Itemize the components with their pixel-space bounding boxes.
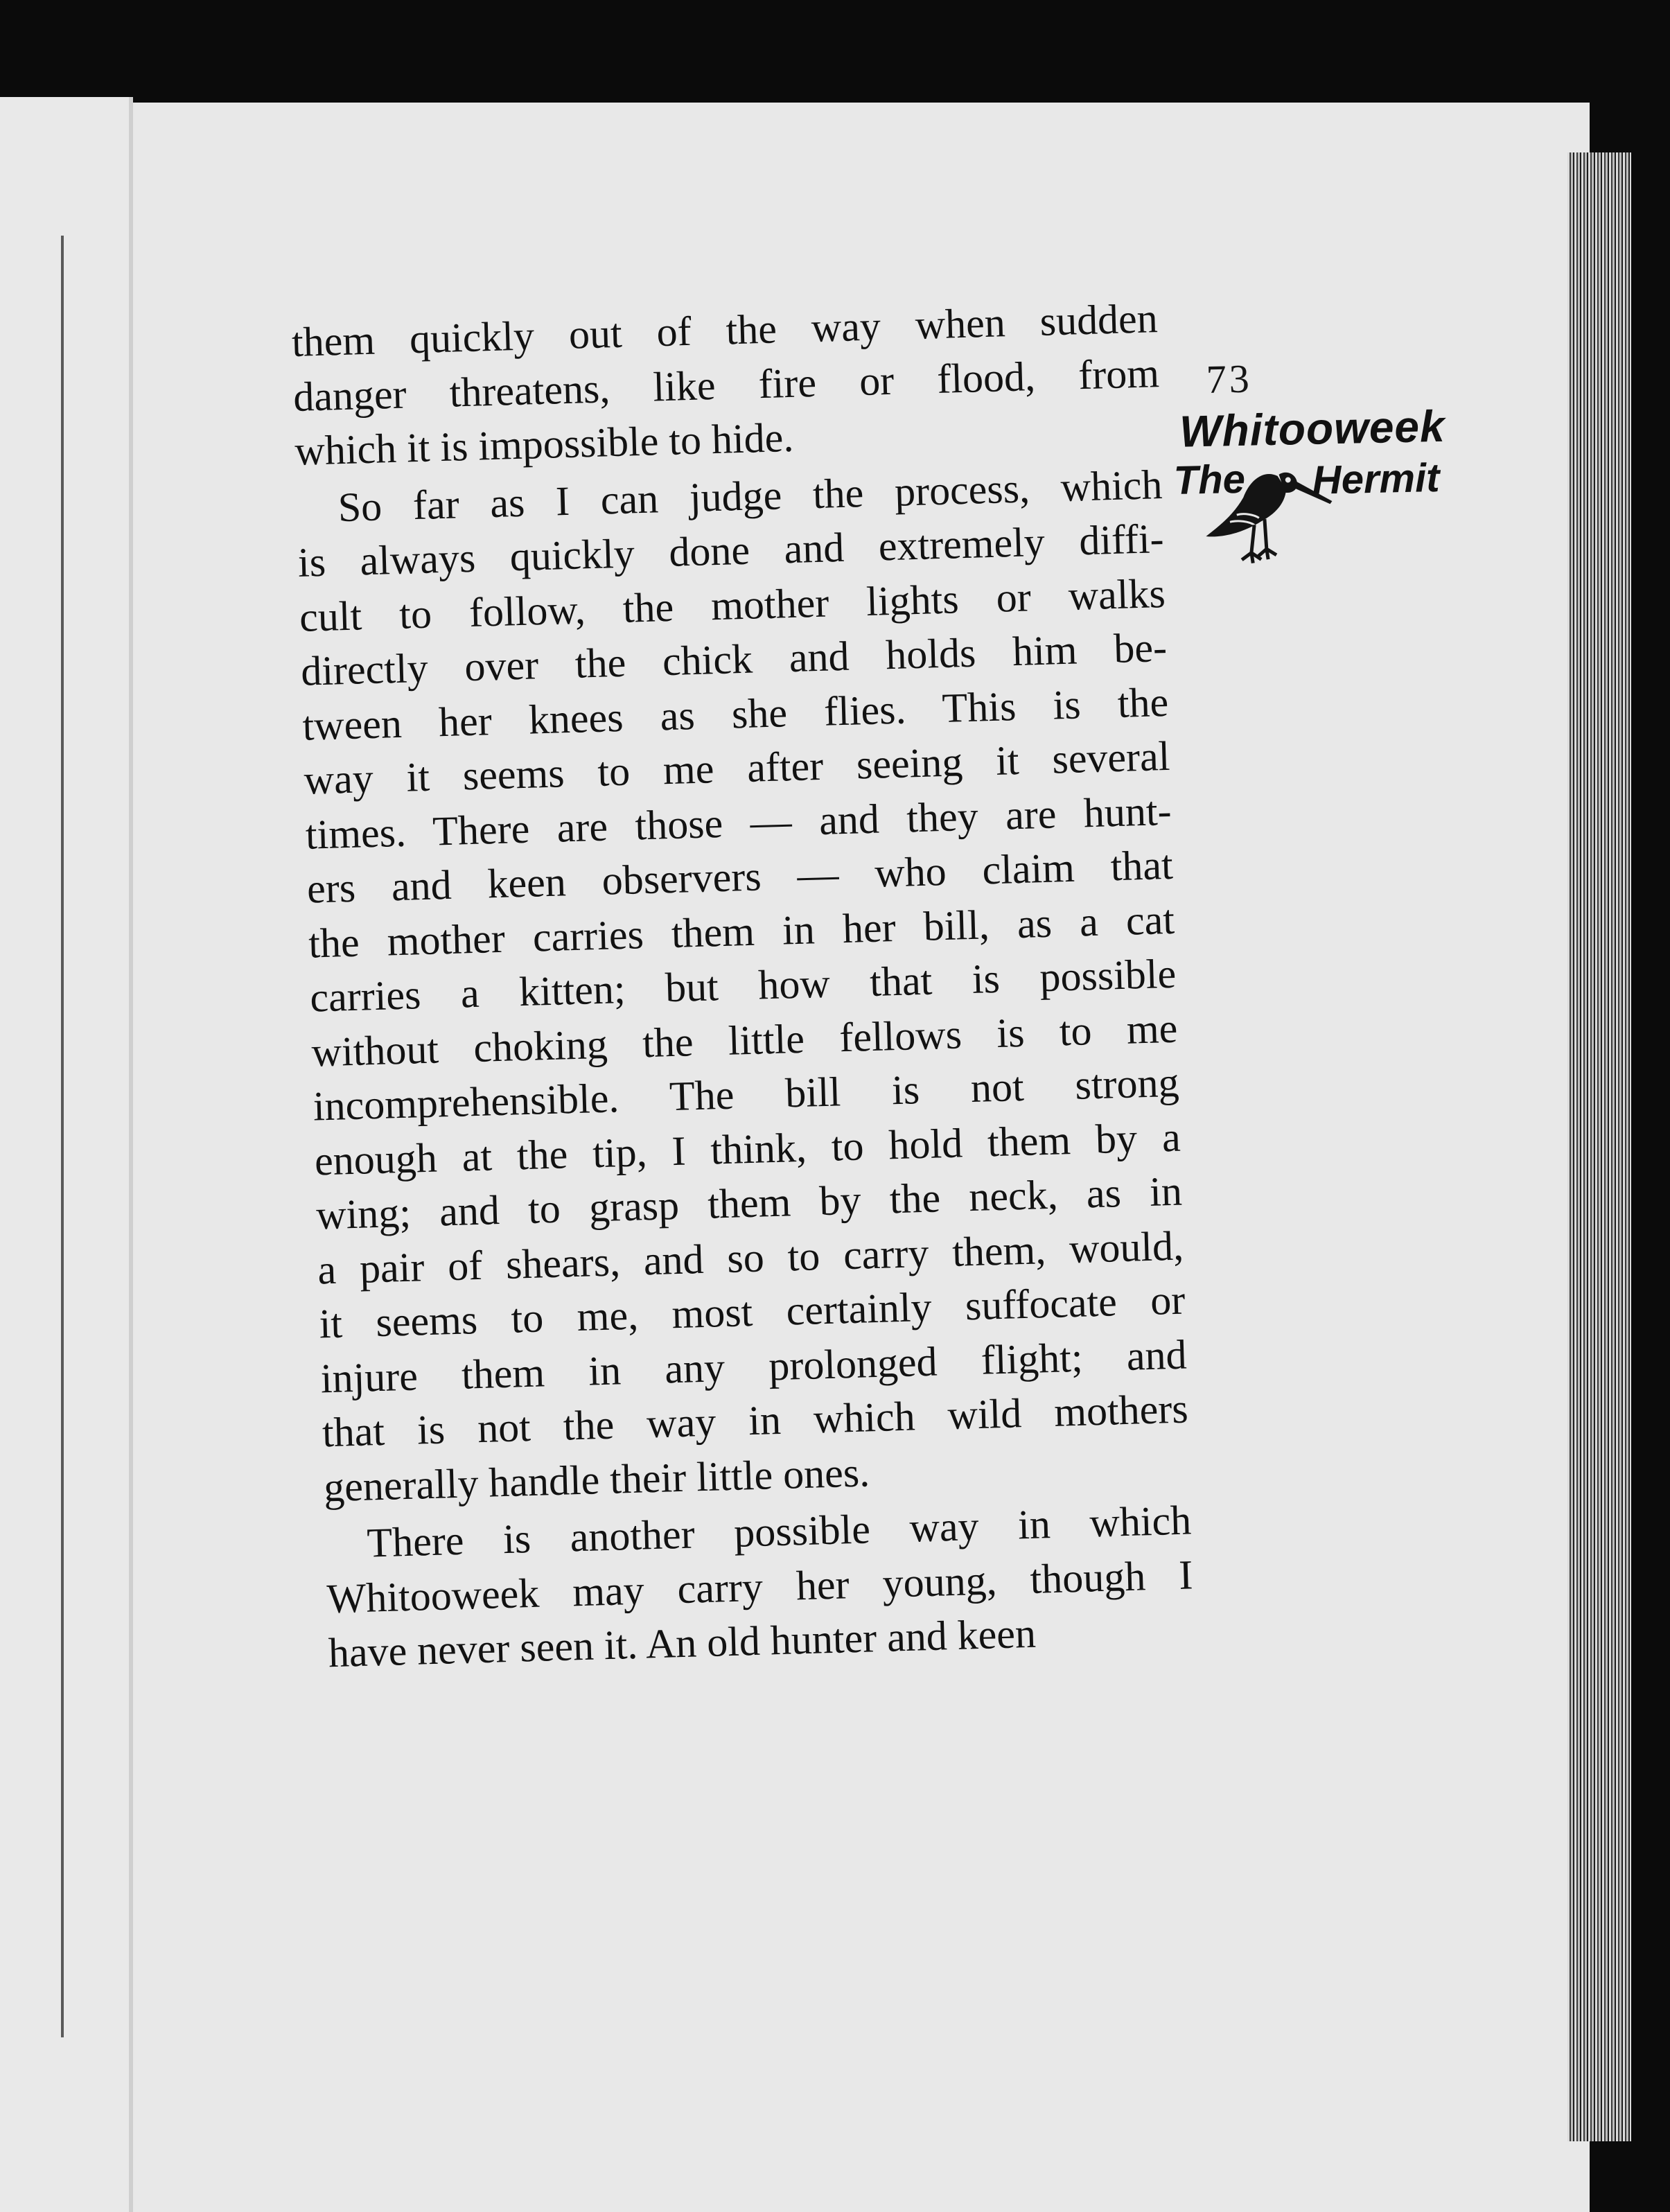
text-line: which it is impossible to hide. [294,414,795,474]
text-line: wing; and to grasp them by the neck, as in [315,1168,1183,1238]
text-line: incomprehensible. The bill is not strong [312,1059,1180,1130]
text-line: injure them in any prolonged flight; and [319,1331,1188,1401]
text-line: generally handle their little ones. [323,1448,870,1510]
text-line: a pair of shears, and so to carry them, would, [317,1222,1184,1292]
text-line: without choking the little fellows is to me [310,1005,1179,1076]
running-header [1171,351,1481,575]
text-line: way it seems to me after seeing it several [303,732,1171,803]
text-line: enough at the tip, I think, to hold them by a [314,1114,1181,1184]
text-line: have never seen it. An old hunter and keen [327,1610,1037,1676]
text-line: is always quickly done and extremely diffi- [297,515,1165,586]
text-line: tween her knees as she flies. This is the [301,678,1169,749]
header-hermit: Hermit [1312,455,1441,503]
text-line: carries a kitten; but how that is possible [309,950,1177,1021]
page-edges [1567,152,1631,2141]
text-line: directly over the chick and holds him be- [300,624,1168,694]
facing-page-shadow-line [61,236,64,2037]
text-line: Whitooweek may carry her young, though I [326,1551,1194,1622]
text-line: times. There are those — and they are hunt- [305,787,1172,858]
page-number: 73 [1206,356,1253,402]
text-line: that is not the way in which wild mothers [322,1385,1189,1456]
text-line: them quickly out of the way when sudden [291,295,1159,365]
text-line: cult to follow, the mother lights or walks [299,570,1166,640]
text-line: it seems to me, most certainly suffocate or [318,1276,1186,1347]
header-title-the-hermit [1173,451,1480,575]
header-title-whitooweek: Whitooweek [1179,401,1446,457]
text-line: the mother carries them in her bill, as a cat [308,896,1175,967]
page-body-text [291,291,1195,1680]
text-line: There is another possible way in which [366,1497,1192,1566]
text-line: So far as I can judge the process, which [337,461,1163,530]
text-line: ers and keen observers — who claim that [306,841,1174,912]
facing-page-edge [0,97,132,2212]
header-the: The [1173,456,1246,503]
text-line: danger threatens, like fire or flood, from [292,349,1160,420]
